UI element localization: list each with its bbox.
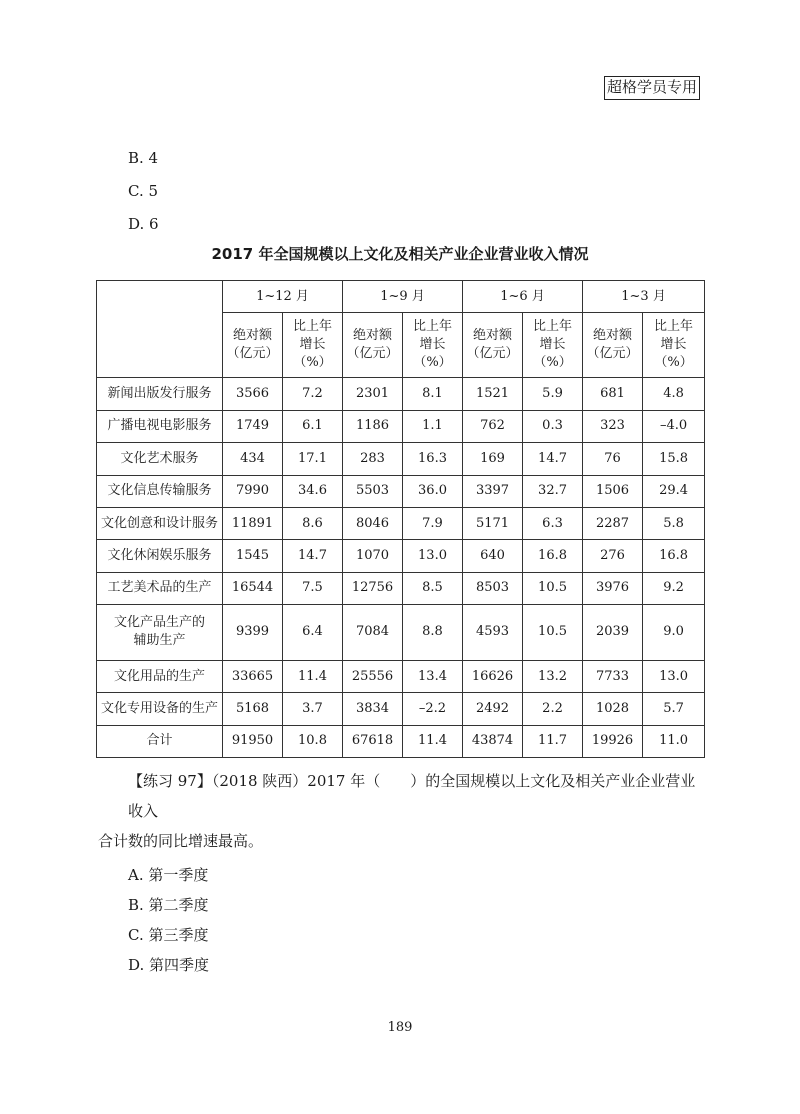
cell-growth: 14.7 [523, 443, 583, 475]
table-row [97, 725, 705, 757]
cell-absolute: 1545 [223, 540, 283, 572]
table-row [97, 507, 705, 539]
cell-absolute: 276 [583, 540, 643, 572]
cell-growth: 8.1 [403, 378, 463, 410]
cell-growth: 29.4 [643, 475, 705, 507]
cell-growth: 7.2 [283, 378, 343, 410]
cell-absolute: 2287 [583, 507, 643, 539]
row-label: 工艺美术品的生产 [97, 572, 223, 604]
revenue-table [96, 280, 705, 758]
cell-growth: 36.0 [403, 475, 463, 507]
col-header-abs: 绝对额 （亿元） [343, 313, 403, 378]
answer-option-a: A. 第一季度 [128, 866, 209, 884]
cell-growth: 17.1 [283, 443, 343, 475]
cell-absolute: 2301 [343, 378, 403, 410]
table-row [97, 378, 705, 410]
col-header-abs: 绝对额 （亿元） [583, 313, 643, 378]
table-row [97, 604, 705, 660]
cell-absolute: 681 [583, 378, 643, 410]
cell-growth: 13.2 [523, 660, 583, 692]
cell-growth: 10.8 [283, 725, 343, 757]
period-header: 1~9 月 [343, 281, 463, 313]
cell-absolute: 7733 [583, 660, 643, 692]
cell-growth: 8.6 [283, 507, 343, 539]
cell-absolute: 16626 [463, 660, 523, 692]
cell-growth: 15.8 [643, 443, 705, 475]
cell-growth: 0.3 [523, 410, 583, 442]
table-row [97, 475, 705, 507]
page-number: 189 [387, 1020, 413, 1035]
cell-absolute: 640 [463, 540, 523, 572]
cell-absolute: 3566 [223, 378, 283, 410]
table-row [97, 540, 705, 572]
row-label: 文化专用设备的生产 [97, 693, 223, 725]
cell-growth: 16.3 [403, 443, 463, 475]
cell-absolute: 2492 [463, 693, 523, 725]
option-c: C. 5 [128, 182, 159, 200]
corner-cell [97, 281, 223, 378]
cell-growth: 32.7 [523, 475, 583, 507]
cell-absolute: 5171 [463, 507, 523, 539]
cell-growth: 16.8 [643, 540, 705, 572]
cell-growth: 6.3 [523, 507, 583, 539]
cell-absolute: 762 [463, 410, 523, 442]
cell-absolute: 76 [583, 443, 643, 475]
cell-absolute: 5168 [223, 693, 283, 725]
row-label: 文化艺术服务 [97, 443, 223, 475]
cell-growth: 3.7 [283, 693, 343, 725]
cell-absolute: 1070 [343, 540, 403, 572]
cell-growth: 8.5 [403, 572, 463, 604]
cell-absolute: 7990 [223, 475, 283, 507]
cell-absolute: 169 [463, 443, 523, 475]
table-row [97, 410, 705, 442]
row-label: 文化休闲娱乐服务 [97, 540, 223, 572]
cell-absolute: 5503 [343, 475, 403, 507]
col-header-growth: 比上年 增长（%） [283, 313, 343, 378]
question-block [98, 766, 708, 980]
cell-growth: 13.4 [403, 660, 463, 692]
cell-absolute: 25556 [343, 660, 403, 692]
cell-absolute: 9399 [223, 604, 283, 660]
question-text-line2: 合计数的同比增速最高。 [98, 832, 264, 850]
cell-growth: –2.2 [403, 693, 463, 725]
cell-growth: 1.1 [403, 410, 463, 442]
col-header-growth: 比上年 增长（%） [643, 313, 705, 378]
cell-absolute: 323 [583, 410, 643, 442]
cell-growth: 5.7 [643, 693, 705, 725]
row-label: 文化信息传输服务 [97, 475, 223, 507]
cell-absolute: 2039 [583, 604, 643, 660]
cell-growth: 7.9 [403, 507, 463, 539]
cell-absolute: 33665 [223, 660, 283, 692]
cell-absolute: 3397 [463, 475, 523, 507]
cell-growth: 6.1 [283, 410, 343, 442]
member-only-badge: 超格学员专用 [604, 76, 700, 100]
question-text-line1: 【练习 97】（2018 陕西）2017 年（ ）的全国规模以上文化及相关产业企业营业收入 [128, 772, 696, 820]
cell-absolute: 12756 [343, 572, 403, 604]
cell-growth: 9.0 [643, 604, 705, 660]
answer-option-b: B. 第二季度 [128, 896, 209, 914]
cell-growth: 11.4 [403, 725, 463, 757]
period-header: 1~6 月 [463, 281, 583, 313]
cell-absolute: 7084 [343, 604, 403, 660]
cell-absolute: 11891 [223, 507, 283, 539]
answer-option-c: C. 第三季度 [128, 926, 209, 944]
table-title: 2017 年全国规模以上文化及相关产业企业营业收入情况 [211, 245, 589, 263]
cell-absolute: 1749 [223, 410, 283, 442]
cell-growth: –4.0 [643, 410, 705, 442]
table-row [97, 693, 705, 725]
cell-absolute: 1506 [583, 475, 643, 507]
row-label: 新闻出版发行服务 [97, 378, 223, 410]
cell-growth: 9.2 [643, 572, 705, 604]
table-row [97, 660, 705, 692]
period-header: 1~12 月 [223, 281, 343, 313]
cell-absolute: 8503 [463, 572, 523, 604]
cell-growth: 13.0 [403, 540, 463, 572]
table-row [97, 572, 705, 604]
period-header: 1~3 月 [583, 281, 705, 313]
cell-absolute: 4593 [463, 604, 523, 660]
cell-growth: 11.4 [283, 660, 343, 692]
cell-absolute: 1028 [583, 693, 643, 725]
option-b: B. 4 [128, 149, 159, 167]
cell-growth: 11.7 [523, 725, 583, 757]
cell-absolute: 8046 [343, 507, 403, 539]
cell-growth: 7.5 [283, 572, 343, 604]
cell-absolute: 3976 [583, 572, 643, 604]
cell-absolute: 16544 [223, 572, 283, 604]
cell-absolute: 283 [343, 443, 403, 475]
cell-absolute: 1186 [343, 410, 403, 442]
cell-growth: 11.0 [643, 725, 705, 757]
cell-growth: 6.4 [283, 604, 343, 660]
cell-absolute: 43874 [463, 725, 523, 757]
cell-growth: 4.8 [643, 378, 705, 410]
cell-absolute: 1521 [463, 378, 523, 410]
cell-growth: 16.8 [523, 540, 583, 572]
cell-growth: 13.0 [643, 660, 705, 692]
cell-absolute: 19926 [583, 725, 643, 757]
row-label: 广播电视电影服务 [97, 410, 223, 442]
cell-growth: 5.8 [643, 507, 705, 539]
cell-growth: 14.7 [283, 540, 343, 572]
cell-growth: 10.5 [523, 604, 583, 660]
cell-absolute: 434 [223, 443, 283, 475]
cell-absolute: 3834 [343, 693, 403, 725]
answer-option-d: D. 第四季度 [128, 956, 210, 974]
col-header-abs: 绝对额 （亿元） [223, 313, 283, 378]
cell-absolute: 67618 [343, 725, 403, 757]
col-header-growth: 比上年 增长（%） [403, 313, 463, 378]
cell-growth: 8.8 [403, 604, 463, 660]
row-label: 文化用品的生产 [97, 660, 223, 692]
cell-growth: 5.9 [523, 378, 583, 410]
row-label: 文化创意和设计服务 [97, 507, 223, 539]
table-row [97, 443, 705, 475]
option-d: D. 6 [128, 215, 159, 233]
header-row-periods [97, 281, 705, 313]
cell-growth: 2.2 [523, 693, 583, 725]
col-header-growth: 比上年 增长（%） [523, 313, 583, 378]
col-header-abs: 绝对额 （亿元） [463, 313, 523, 378]
row-label: 文化产品生产的 辅助生产 [97, 604, 223, 660]
cell-absolute: 91950 [223, 725, 283, 757]
cell-growth: 34.6 [283, 475, 343, 507]
cell-growth: 10.5 [523, 572, 583, 604]
row-label: 合计 [97, 725, 223, 757]
